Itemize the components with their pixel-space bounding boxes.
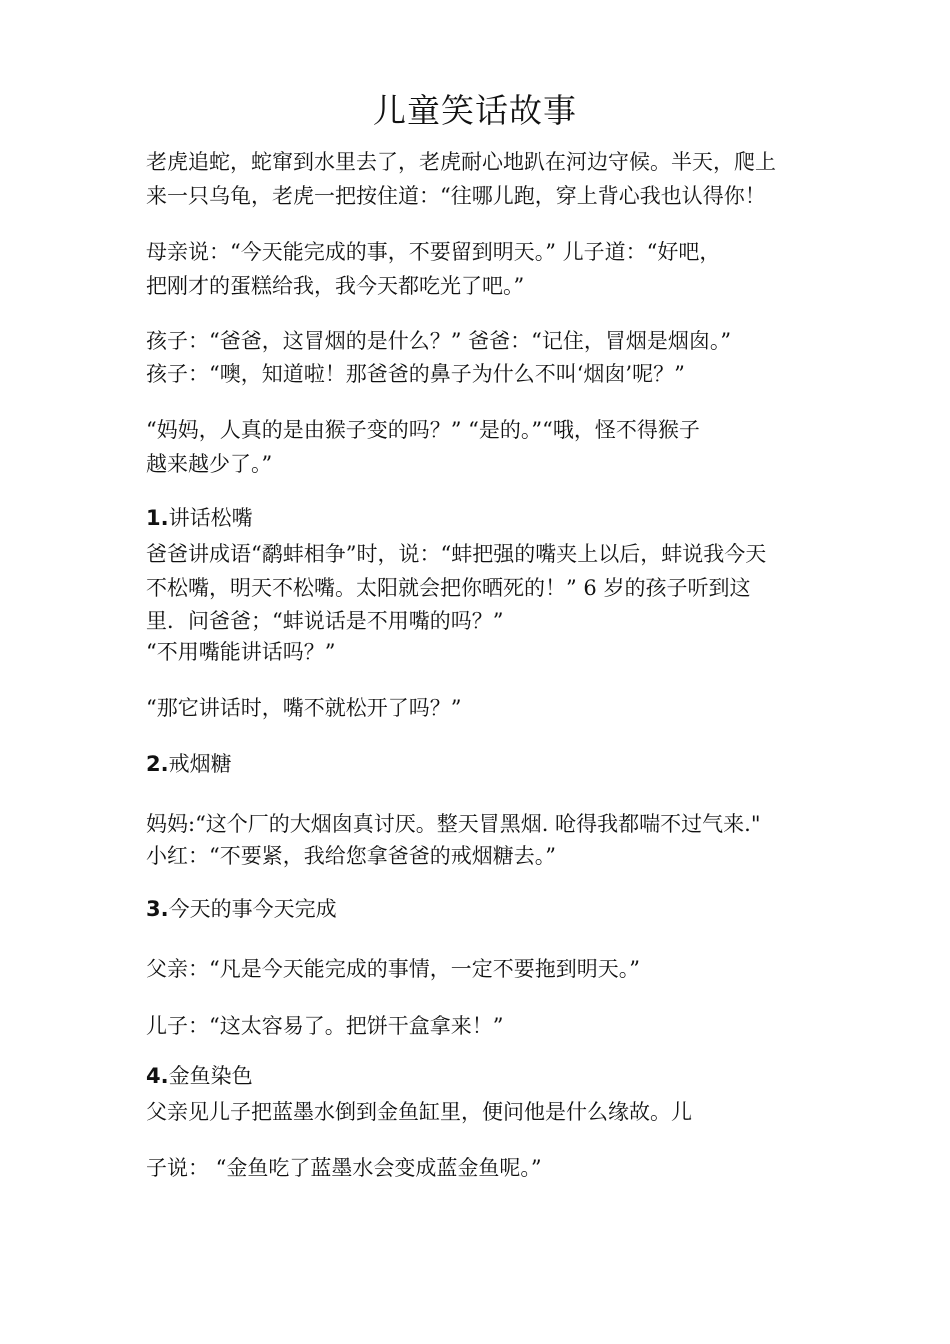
paragraph-1-line-1: 老虎追蛇，蛇窜到水里去了，老虎耐心地趴在河边守候。半天，爬上 — [146, 150, 776, 174]
paragraph-3-line-1: 孩子：“爸爸，这冒烟的是什么？” 爸爸：“记住，冒烟是烟囱。” — [146, 329, 732, 353]
section-2-number: 2. — [146, 752, 169, 776]
section-1-line-1: 爸爸讲成语“鹬蚌相争”时，说：“蚌把强的嘴夹上以后，蚌说我今天 — [146, 542, 767, 566]
section-2-heading — [146, 748, 826, 780]
section-1-line-2: 不松嘴，明天不松嘴。太阳就会把你晒死的！” 6 岁的孩子听到这 — [146, 576, 751, 600]
section-3-line-2: 儿子：“这太容易了。把饼干盒拿来！” — [146, 1014, 504, 1038]
section-4-line-2: 子说： “金鱼吃了蓝墨水会变成蓝金鱼呢。” — [146, 1156, 542, 1180]
section-3-title: 今天的事今天完成 — [168, 897, 337, 921]
section-3-number: 3. — [146, 897, 169, 921]
section-2-title: 戒烟糖 — [168, 752, 232, 776]
section-1-title: 讲话松嘴 — [168, 506, 253, 530]
section-4-line-1: 父亲见儿子把蓝墨水倒到金鱼缸里，便问他是什么缘故。儿 — [146, 1100, 692, 1124]
paragraph-3-line-2: 孩子：“噢，知道啦！那爸爸的鼻子为什么不叫‘烟囱’呢？” — [146, 362, 685, 386]
section-3-heading — [146, 893, 826, 925]
section-4-heading — [146, 1060, 826, 1092]
section-1-number: 1. — [146, 506, 169, 530]
section-2-line-1: 妈妈:“这个厂的大烟囱真讨厌。整天冒黑烟. 呛得我都喘不过气来." — [146, 812, 761, 836]
paragraph-2-line-2: 把刚才的蛋糕给我，我今天都吃光了吧。” — [146, 274, 525, 298]
page-title: 儿童笑话故事 — [373, 91, 577, 130]
section-1-line-5: “那它讲话时，嘴不就松开了吗？” — [146, 696, 462, 720]
section-4-number: 4. — [146, 1064, 169, 1088]
paragraph-1-line-2: 来一只乌龟，老虎一把按住道：“往哪儿跑，穿上背心我也认得你！ — [146, 184, 766, 208]
section-1-line-4: “不用嘴能讲话吗？” — [146, 640, 336, 664]
paragraph-4-line-1: “妈妈，人真的是由猴子变的吗？” “是的。”“哦，怪不得猴子 — [146, 418, 700, 442]
section-4-title: 金鱼染色 — [168, 1064, 253, 1088]
paragraph-2-line-1: 母亲说：“今天能完成的事，不要留到明天。” 儿子道：“好吧， — [146, 240, 721, 264]
section-2-line-2: 小红：“不要紧，我给您拿爸爸的戒烟糖去。” — [146, 844, 556, 868]
section-1-heading — [146, 502, 826, 534]
paragraph-4-line-2: 越来越少了。” — [146, 452, 273, 476]
section-3-line-1: 父亲：“凡是今天能完成的事情，一定不要拖到明天。” — [146, 957, 640, 981]
section-1-line-3: 里．问爸爸；“蚌说话是不用嘴的吗？” — [146, 609, 504, 633]
